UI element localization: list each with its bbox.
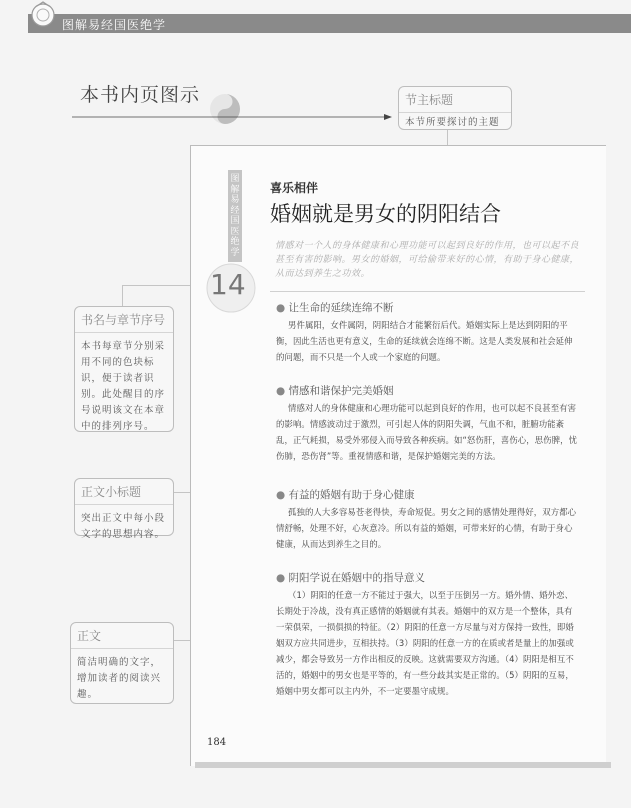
section-body: （1）阴阳的任意一方不能过于强大，以至于压倒另一方。婚外情、婚外恋、长期处于冷战，没有真正感情的婚姻就有其表。婚姻中的双方是一个整体，具有一荣俱荣，一损俱损的特征。（2）阴阳的任意一方尽量与对方保持一致性，即婚姻双方应共同进步，互相扶持。（3）阴阳的任意一方的在质或者是量上的加强或减少，都会导致另一方作出相反的反映。这就需要双方沟通。（4）阴阳是相互不活的，婚姻中的男女也是平等的，有一些分歧其实是正常的。（5）阴阳的互易，婚姻中男女都可以主内外，不一定要墨守成规。 bbox=[276, 590, 574, 696]
section-heading-text: 让生命的延续连绵不断 bbox=[288, 302, 394, 314]
callout-label: 正文 bbox=[77, 629, 102, 643]
section-heading-text: 阴阳学说在婚姻中的指导意义 bbox=[288, 572, 425, 584]
section-heading-text: 有益的婚姻有助于身心健康 bbox=[288, 489, 415, 501]
callout-main-text bbox=[70, 622, 174, 704]
arrow-icon bbox=[72, 112, 392, 122]
callout-label: 书名与章节序号 bbox=[81, 313, 166, 327]
page-title: 婚姻就是男女的阴阳结合 bbox=[270, 202, 501, 226]
bullet-icon: ● bbox=[276, 489, 289, 501]
callout-body: 简洁明确的文字，增加读者的阅读兴趣。 bbox=[71, 648, 173, 709]
callout-subheading bbox=[74, 478, 174, 540]
bullet-icon: ● bbox=[276, 302, 289, 314]
section-heading bbox=[276, 487, 415, 502]
callout-body: 本节所要探讨的主题 bbox=[399, 112, 511, 133]
header-title: 图解易经国医绝学 bbox=[62, 18, 167, 32]
callout-label: 正文小标题 bbox=[81, 485, 142, 499]
section-heading bbox=[276, 383, 394, 398]
bullet-icon: ● bbox=[276, 385, 289, 397]
page-heading: 本书内页图示 bbox=[80, 84, 201, 106]
chapter-number: 14 bbox=[210, 268, 246, 301]
section-body: 男件属阳，女件属阴，阴阳结合才能繁衍后代。婚姻实际上是达到阴阳的平衡，因此生活也更有意义，生命的延续就会连绵不断。这是人类发展和社会延伸的问题，而不只是一个人或一个家庭的问题。 bbox=[276, 320, 573, 362]
callout-body: 本书每章节分别采用不同的色块标识，便于读者识别。此处醒目的序号说明该文在本章中的排列序号。 bbox=[75, 332, 173, 441]
page-subtitle: 喜乐相伴 bbox=[270, 181, 319, 195]
bullet-icon: ● bbox=[276, 572, 289, 584]
page-shadow bbox=[195, 762, 611, 768]
logo-icon bbox=[30, 0, 56, 28]
section-heading-text: 情感和谐保护完美婚姻 bbox=[288, 385, 394, 397]
section-body: 孤独的人大多容易苍老得快，寿命短促。男女之间的感情处理得好，双方都心情舒畅，处理不好，心灰意冷。所以有益的婚姻，可带来好的心情，有助于身心健康，从而达到养生之目的。 bbox=[276, 507, 577, 549]
callout-section-title bbox=[398, 86, 512, 130]
section-body: 情感对人的身体健康和心理功能可以起到良好的作用，也可以起不良甚至有害的影响。情感波动过于激烈，可引起人体的阴阳失调，气血不和，脏腑功能紊乱，正气耗损，易受外邪侵入而导致各种疾病。如“怒伤肝，喜伤心，思伤脾，忧伤肺，恐伤肾”等。重视情感和谐，是保护婚姻完美的方法。 bbox=[276, 403, 578, 461]
divider bbox=[270, 291, 585, 292]
section-heading bbox=[276, 300, 394, 315]
section-heading bbox=[276, 570, 425, 585]
page-number: 184 bbox=[207, 737, 227, 748]
connector-line bbox=[122, 285, 123, 307]
callout-book-chapter bbox=[74, 306, 174, 432]
callout-label: 节主标题 bbox=[405, 93, 454, 107]
intro-text: 情感对一个人的身体健康和心理功能可以起到良好的作用，也可以起不良甚至有害的影响。男女的婚姻，可给偷带来好的心情，有助于身心健康，从而达到养生之功效。 bbox=[275, 241, 580, 279]
callout-body: 突出正文中每小段文字的思想内容。 bbox=[75, 504, 173, 549]
vertical-book-title: 图解易经国医绝学 bbox=[228, 170, 242, 262]
